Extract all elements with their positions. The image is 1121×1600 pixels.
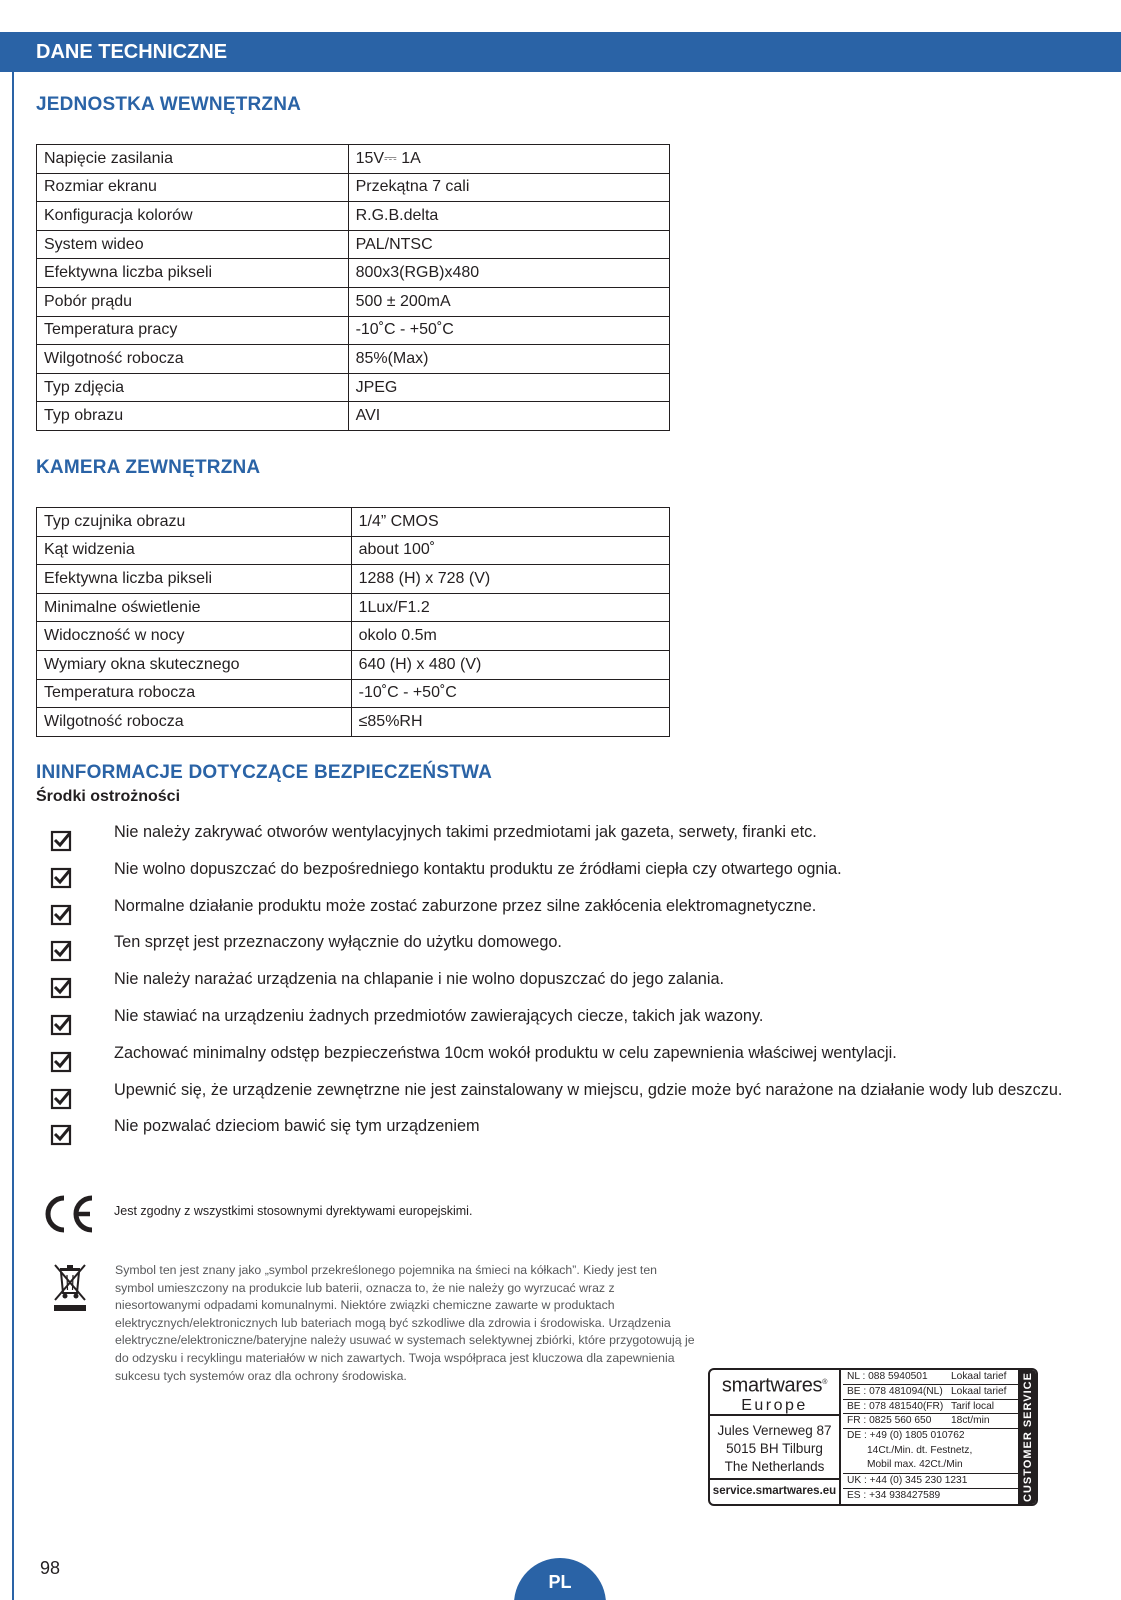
spec-label: Typ zdjęcia xyxy=(37,373,349,402)
service-address xyxy=(710,1416,839,1480)
spec-label: System wideo xyxy=(37,230,349,259)
safety-item xyxy=(50,1044,1110,1081)
phone-number: BE : 078 481094(NL) xyxy=(847,1385,943,1397)
safety-item-text: Upewnić się, że urządzenie zewnętrzne nie jest zainstalowany w miejscu, gdzie może być narażone na działanie wody lub deszczu. xyxy=(114,1080,1063,1099)
spec-row xyxy=(37,536,670,565)
safety-checklist xyxy=(50,823,1110,1154)
page-title: DANE TECHNICZNE xyxy=(36,41,228,63)
spec-label: Typ czujnika obrazu xyxy=(37,508,352,537)
checkbox-checked-icon xyxy=(50,1086,74,1110)
phone-number: ES : +34 938427589 xyxy=(847,1489,941,1501)
indoor-unit-title: JEDNOSTKA WEWNĘTRZNA xyxy=(36,94,302,115)
crossed-bin-icon xyxy=(52,1262,88,1312)
service-phone-row xyxy=(843,1414,1018,1429)
spec-label: Wymiary okna skutecznego xyxy=(37,650,352,679)
spec-value: okolo 0.5m xyxy=(351,622,669,651)
service-phone-row xyxy=(843,1489,1018,1504)
safety-item-text: Nie należy narażać urządzenia na chlapanie i nie wolno dopuszczać do jego zalania. xyxy=(114,970,725,989)
spec-value: PAL/NTSC xyxy=(348,230,669,259)
spec-value: 1288 (H) x 728 (V) xyxy=(351,565,669,594)
spec-row xyxy=(37,565,670,594)
spec-label: Temperatura pracy xyxy=(37,316,349,345)
safety-item-text: Nie stawiać na urządzeniu żadnych przedmiotów zawierających ciecze, takich jak wazony. xyxy=(114,1006,764,1025)
service-phone-row xyxy=(843,1474,1018,1489)
spec-value: about 100˚ xyxy=(351,536,669,565)
smartwares-logo xyxy=(710,1370,839,1416)
spec-row xyxy=(37,593,670,622)
spec-label: Konfiguracja kolorów xyxy=(37,202,349,231)
spec-label: Efektywna liczba pikseli xyxy=(37,565,352,594)
ce-compliance-text: Jest zgodny z wszystkimi stosownymi dyrektywami europejskimi. xyxy=(114,1204,473,1218)
spec-row xyxy=(37,202,670,231)
checkbox-checked-icon xyxy=(50,1122,74,1146)
safety-item xyxy=(50,860,1110,897)
customer-service-box xyxy=(708,1368,1038,1506)
spec-row xyxy=(37,145,670,174)
spec-value: AVI xyxy=(348,402,669,431)
header-bar xyxy=(0,32,1121,72)
spec-row xyxy=(37,259,670,288)
indoor-specs-table xyxy=(36,144,670,431)
spec-value: R.G.B.delta xyxy=(348,202,669,231)
spec-label: Temperatura robocza xyxy=(37,679,352,708)
checkbox-checked-icon xyxy=(50,828,74,852)
safety-item xyxy=(50,1007,1110,1044)
spec-row xyxy=(37,650,670,679)
service-phone-list xyxy=(843,1370,1018,1504)
checkbox-checked-icon xyxy=(50,902,74,926)
spec-label: Minimalne oświetlenie xyxy=(37,593,352,622)
phone-tariff: Tarif local xyxy=(951,1400,995,1412)
phone-number: UK : +44 (0) 345 230 1231 xyxy=(847,1475,968,1487)
safety-item-text: Nie pozwalać dzieciom bawić się tym urządzeniem xyxy=(114,1117,480,1136)
spec-label: Efektywna liczba pikseli xyxy=(37,259,349,288)
phone-number: BE : 078 481540(FR) xyxy=(847,1400,944,1412)
spec-row xyxy=(37,173,670,202)
brand-mark: ® xyxy=(822,1379,828,1386)
ce-mark-icon xyxy=(42,1192,98,1236)
spec-row xyxy=(37,679,670,708)
page-number: 98 xyxy=(40,1558,61,1578)
service-phone-row xyxy=(843,1429,1018,1474)
spec-label: Rozmiar ekranu xyxy=(37,173,349,202)
spec-label: Pobór prądu xyxy=(37,287,349,316)
service-phone-row xyxy=(843,1370,1018,1385)
spec-value: Przekątna 7 cali xyxy=(348,173,669,202)
safety-item xyxy=(50,897,1110,934)
spec-row xyxy=(37,316,670,345)
safety-item xyxy=(50,823,1110,860)
address-line: 5015 BH Tilburg xyxy=(726,1441,823,1456)
safety-item-text: Zachować minimalny odstęp bezpieczeństwa 10cm wokół produktu w celu zapewnienia właściwej wentylacji. xyxy=(114,1043,897,1062)
spec-label: Wilgotność robocza xyxy=(37,708,352,737)
service-website-link[interactable]: service.smartwares.eu xyxy=(712,1485,837,1497)
customer-service-label: CUSTOMER SERVICE xyxy=(1018,1370,1038,1504)
safety-item-text: Ten sprzęt jest przeznaczony wyłącznie do użytku domowego. xyxy=(114,933,562,952)
spec-label: Kąt widzenia xyxy=(37,536,352,565)
brand-name: smartwares xyxy=(721,1374,823,1397)
service-phone-row xyxy=(843,1385,1018,1400)
spec-label: Wilgotność robocza xyxy=(37,345,349,374)
spec-row xyxy=(37,508,670,537)
safety-item-text: Normalne działanie produktu może zostać zaburzone przez silne zakłócenia elektromagnetyczne. xyxy=(114,896,817,915)
checkbox-checked-icon xyxy=(50,1012,74,1036)
spec-value: 500 ± 200mA xyxy=(348,287,669,316)
checkbox-checked-icon xyxy=(50,865,74,889)
safety-subtitle: Środki ostrożności xyxy=(36,788,181,805)
brand-region: Europe xyxy=(741,1396,808,1414)
spec-row xyxy=(37,230,670,259)
safety-title: ININFORMACJE DOTYCZĄCE BEZPIECZEŃSTWA xyxy=(36,762,493,783)
spec-row xyxy=(37,402,670,431)
spec-value: 800x3(RGB)x480 xyxy=(348,259,669,288)
safety-item xyxy=(50,1117,1110,1154)
address-line: Jules Verneweg 87 xyxy=(717,1423,832,1438)
safety-item xyxy=(50,970,1110,1007)
weee-disposal-text: Symbol ten jest znany jako „symbol przekreślonego pojemnika na śmieci na kółkach”. Kiedy jest ten symbol umieszczony na produkcie lub baterii, oznacza to, że nie należy go wyrzucać wraz z niesortowanymi odpadami komunalnymi. Niektóre związki chemiczne zawarte w produktach elektrycznych/elektronicznych lub bateriach mogą być szkodliwe dla zdrowia i środowiska. Urządzenia elektryczne/elektroniczne/bateryjne należy usuwać w systemach selektywnej zbiórki, które przygotowują je do odzysku i recyklingu materiałów w nich zawartych. Twoja współpraca jest kluczowa dla zapewnienia sukcesu tych systemów oraz dla ochrony środowiska. xyxy=(115,1263,695,1383)
spec-row xyxy=(37,287,670,316)
spec-value: 1Lux/F1.2 xyxy=(351,593,669,622)
safety-item xyxy=(50,933,1110,970)
outdoor-camera-title: KAMERA ZEWNĘTRZNA xyxy=(36,457,261,478)
left-margin-rule xyxy=(12,72,14,1600)
spec-label: Typ obrazu xyxy=(37,402,349,431)
spec-value: 85%(Max) xyxy=(348,345,669,374)
safety-item-text: Nie należy zakrywać otworów wentylacyjnych takimi przedmiotami jak gazeta, serwety, firanki etc. xyxy=(114,823,817,841)
spec-value: ≤85%RH xyxy=(351,708,669,737)
spec-label: Widoczność w nocy xyxy=(37,622,352,651)
spec-value: JPEG xyxy=(348,373,669,402)
phone-tariff: Lokaal tarief xyxy=(951,1371,1007,1382)
checkbox-checked-icon xyxy=(50,975,74,999)
checkbox-checked-icon xyxy=(50,1049,74,1073)
phone-number: NL : 088 5940501 xyxy=(847,1371,928,1382)
spec-value: -10˚C - +50˚C xyxy=(348,316,669,345)
spec-row xyxy=(37,373,670,402)
phone-tariff: Lokaal tarief xyxy=(951,1385,1007,1397)
outdoor-specs-table xyxy=(36,507,670,737)
spec-row xyxy=(37,708,670,737)
phone-tariff: 14Ct./Min. dt. Festnetz, xyxy=(867,1444,973,1456)
service-phone-row xyxy=(843,1400,1018,1415)
spec-label: Napięcie zasilania xyxy=(37,145,349,174)
phone-tariff: 18ct/min xyxy=(951,1415,990,1427)
address-line: The Netherlands xyxy=(724,1459,825,1474)
phone-tariff: Mobil max. 42Ct./Min xyxy=(867,1459,963,1471)
spec-row xyxy=(37,622,670,651)
spec-value: 1/4” CMOS xyxy=(351,508,669,537)
spec-value: 640 (H) x 480 (V) xyxy=(351,650,669,679)
spec-row xyxy=(37,345,670,374)
spec-value: 15V⎓ 1A xyxy=(348,145,669,174)
language-tab: PL xyxy=(514,1558,606,1600)
safety-item-text: Nie wolno dopuszczać do bezpośredniego kontaktu produktu ze źródłami ciepła czy otwartego ognia. xyxy=(114,859,842,878)
safety-item xyxy=(50,1081,1110,1118)
checkbox-checked-icon xyxy=(50,938,74,962)
phone-number: DE : +49 (0) 1805 010762 xyxy=(847,1430,965,1442)
spec-value: -10˚C - +50˚C xyxy=(351,679,669,708)
phone-number: FR : 0825 560 650 xyxy=(847,1415,932,1427)
